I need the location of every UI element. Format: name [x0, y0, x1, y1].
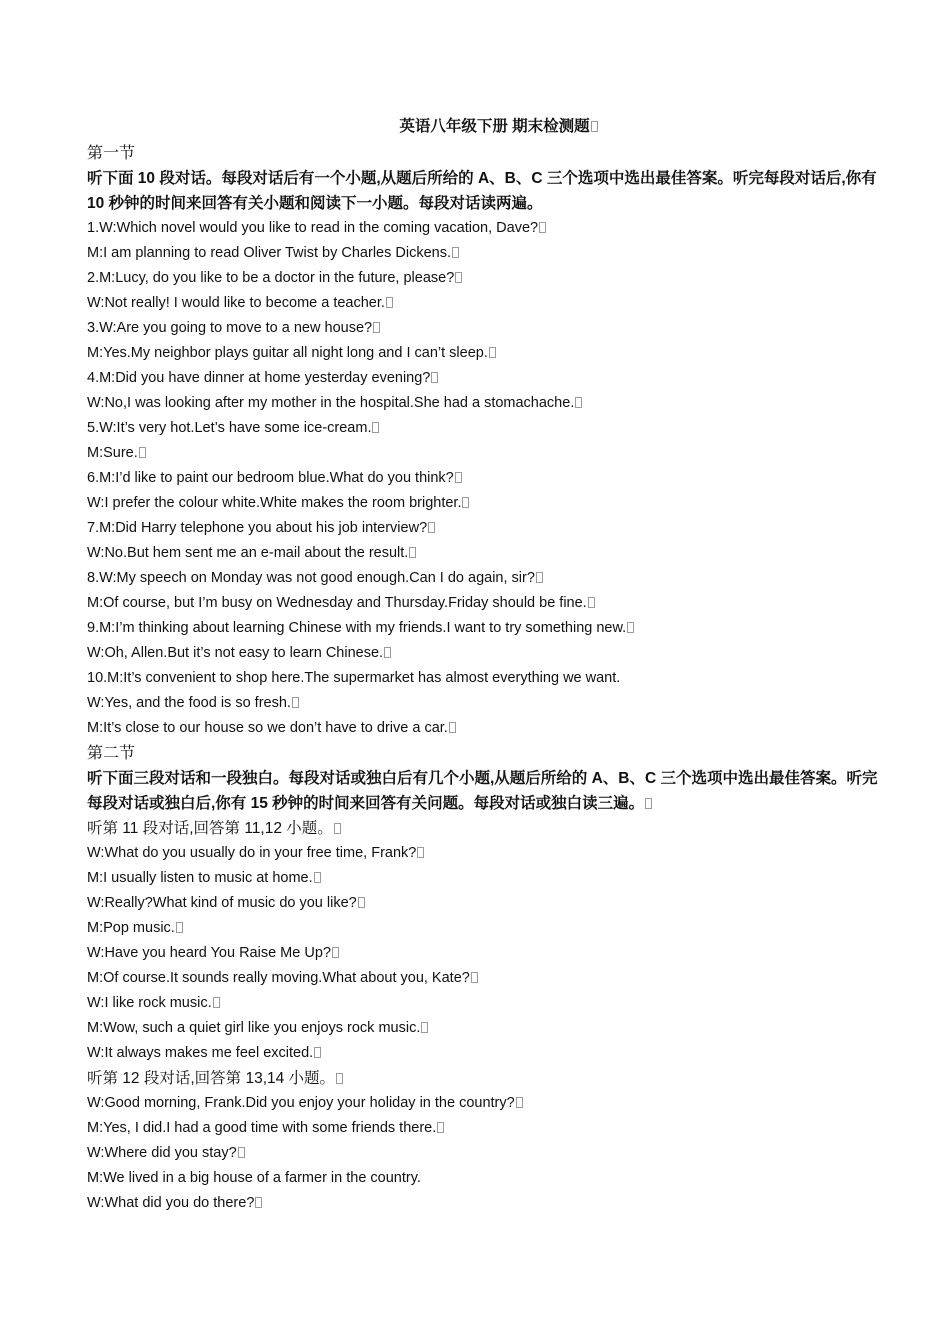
document-title-text: 英语八年级下册 期末检测题 — [399, 118, 590, 135]
missing-glyph-box — [539, 222, 546, 233]
dialogue-line: 4.M:Did you have dinner at home yesterday evening? — [87, 366, 880, 391]
missing-glyph-box — [452, 247, 459, 258]
missing-glyph-box — [489, 347, 496, 358]
missing-glyph-box — [409, 547, 416, 558]
dialogue-line: 9.M:I’m thinking about learning Chinese with my friends.I want to try something new. — [87, 616, 880, 641]
missing-glyph-box — [238, 1147, 245, 1158]
missing-glyph-box — [516, 1097, 523, 1108]
dialogue-line: W:Have you heard You Raise Me Up? — [87, 941, 880, 966]
dialogue-line: M:I am planning to read Oliver Twist by Charles Dickens. — [87, 241, 880, 266]
missing-glyph-box — [437, 1122, 444, 1133]
dialogue-line: W:What did you do there? — [87, 1191, 880, 1216]
dialogue-line: M:Pop music. — [87, 916, 880, 941]
missing-glyph-box — [292, 697, 299, 708]
dialogue-line: W:Oh, Allen.But it’s not easy to learn Chinese. — [87, 641, 880, 666]
dialogue-line: M:Wow, such a quiet girl like you enjoys rock music. — [87, 1016, 880, 1041]
dialogue-line: 6.M:I’d like to paint our bedroom blue.What do you think? — [87, 466, 880, 491]
missing-glyph-box — [455, 272, 462, 283]
dialogue-line: M:Sure. — [87, 441, 880, 466]
missing-glyph-box — [336, 1073, 343, 1084]
missing-glyph-box — [591, 121, 598, 132]
missing-glyph-box — [334, 823, 341, 834]
dialogue-line: W:Not really! I would like to become a teacher. — [87, 291, 880, 316]
missing-glyph-box — [358, 897, 365, 908]
missing-glyph-box — [428, 522, 435, 533]
dialogue-line: 5.W:It’s very hot.Let’s have some ice-cream. — [87, 416, 880, 441]
dialogue-line: M:Of course.It sounds really moving.What about you, Kate? — [87, 966, 880, 991]
dialogue-line: 3.W:Are you going to move to a new house? — [87, 316, 880, 341]
missing-glyph-box — [314, 872, 321, 883]
dialogue-line: W:I like rock music. — [87, 991, 880, 1016]
missing-glyph-box — [332, 947, 339, 958]
dialogue-line: W:I prefer the colour white.White makes the room brighter. — [87, 491, 880, 516]
dialogue-line: W:Where did you stay? — [87, 1141, 880, 1166]
section1-heading: 第一节 — [87, 145, 136, 162]
missing-glyph-box — [384, 647, 391, 658]
missing-glyph-box — [176, 922, 183, 933]
missing-glyph-box — [449, 722, 456, 733]
missing-glyph-box — [627, 622, 634, 633]
dialogue-line: M:We lived in a big house of a farmer in the country. — [87, 1170, 421, 1186]
missing-glyph-box — [139, 447, 146, 458]
dialogue-line: M:Of course, but I’m busy on Wednesday and Thursday.Friday should be fine. — [87, 591, 880, 616]
section1-dialogue-lines — [87, 216, 880, 741]
missing-glyph-box — [455, 472, 462, 483]
dialogue-line: 7.M:Did Harry telephone you about his job interview? — [87, 516, 880, 541]
document-title — [87, 114, 880, 140]
dialogue-line: W:No.But hem sent me an e-mail about the result. — [87, 541, 880, 566]
dialogue-line: M:Yes.My neighbor plays guitar all night long and I can’t sleep. — [87, 341, 880, 366]
dialogue-line: 10.M:It’s convenient to shop here.The supermarket has almost everything we want. — [87, 670, 621, 686]
dialogue-line: W:No,I was looking after my mother in the hospital.She had a stomachache. — [87, 391, 880, 416]
missing-glyph-box — [462, 497, 469, 508]
missing-glyph-box — [386, 297, 393, 308]
missing-glyph-box — [314, 1047, 321, 1058]
missing-glyph-box — [536, 572, 543, 583]
dialogue-line: 8.W:My speech on Monday was not good enough.Can I do again, sir? — [87, 566, 880, 591]
missing-glyph-box — [575, 397, 582, 408]
missing-glyph-box — [417, 847, 424, 858]
dialogue-line: W:Good morning, Frank.Did you enjoy your holiday in the country? — [87, 1091, 880, 1116]
missing-glyph-box — [431, 372, 438, 383]
dialogue-line: W:Yes, and the food is so fresh. — [87, 691, 880, 716]
dialogue11-lines — [87, 841, 880, 1066]
missing-glyph-box — [645, 798, 652, 809]
missing-glyph-box — [255, 1197, 262, 1208]
dialogue-line: M:It’s close to our house so we don’t have to drive a car. — [87, 716, 880, 741]
missing-glyph-box — [373, 322, 380, 333]
dialogue-line: W:What do you usually do in your free time, Frank? — [87, 841, 880, 866]
section2-instruction: 听下面三段对话和一段独白。每段对话或独白后有几个小题,从题后所给的 A、B、C 三个选项中选出最佳答案。听完每段对话或独白后,你有 15 秒钟的时间来回答有关问题。每段对话或独白读三遍。 — [87, 770, 878, 812]
dialogue-line: 2.M:Lucy, do you like to be a doctor in the future, please? — [87, 266, 880, 291]
dialogue-line: M:I usually listen to music at home. — [87, 866, 880, 891]
dialogue-line: 1.W:Which novel would you like to read in the coming vacation, Dave? — [87, 216, 880, 241]
missing-glyph-box — [372, 422, 379, 433]
missing-glyph-box — [471, 972, 478, 983]
missing-glyph-box — [421, 1022, 428, 1033]
section1-instruction: 听下面 10 段对话。每段对话后有一个小题,从题后所给的 A、B、C 三个选项中选出最佳答案。听完每段对话后,你有 10 秒钟的时间来回答有关小题和阅读下一小题。每段对话读两遍。 — [87, 170, 877, 212]
dialogue-line: W:Really?What kind of music do you like? — [87, 891, 880, 916]
section2-heading: 第二节 — [87, 745, 136, 762]
dialogue12-heading: 听第 12 段对话,回答第 13,14 小题。 — [87, 1066, 880, 1091]
dialogue-line: M:Yes, I did.I had a good time with some friends there. — [87, 1116, 880, 1141]
dialogue11-heading: 听第 11 段对话,回答第 11,12 小题。 — [87, 816, 880, 841]
missing-glyph-box — [588, 597, 595, 608]
dialogue-line: W:It always makes me feel excited. — [87, 1041, 880, 1066]
missing-glyph-box — [213, 997, 220, 1008]
dialogue12-lines — [87, 1091, 880, 1216]
